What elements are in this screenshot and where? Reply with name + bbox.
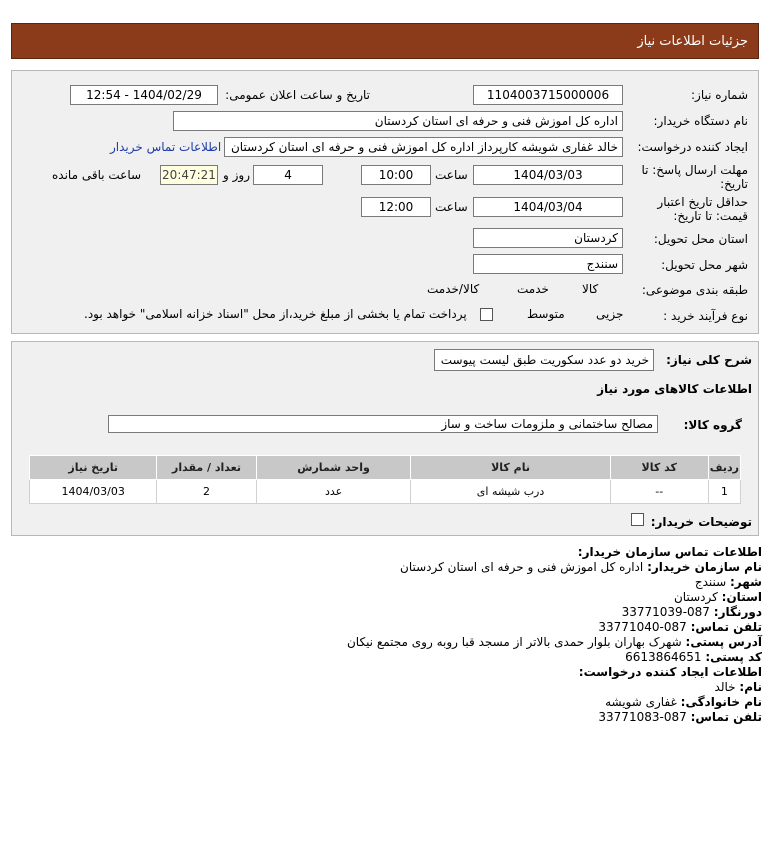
goods-info-heading: اطلاعات کالاهای مورد نیاز [597,382,752,396]
col-header-row-number: ردیف [708,456,740,480]
category-both-label: کالا/خدمت [427,282,480,296]
creator-last-name-line: نام خانوادگی: غفاری شویشه [605,695,762,709]
org-city-value: سنندج [694,575,727,589]
treasury-payment-note: پرداخت تمام یا بخشی از مبلغ خرید،از محل "اسناد خزانه اسلامی" خواهد بود. [84,307,467,321]
deadline-date-field: 1404/03/03 [473,165,623,185]
deadline-label: مهلت ارسال پاسخ: تا [641,163,748,177]
validity-label-2: قیمت: تا تاریخ: [673,209,748,223]
org-postal-line: کد پستی: 6613864651 [625,650,762,664]
creator-phone-value: 087-33771083 [598,710,687,724]
org-postal-value: 6613864651 [625,650,702,664]
validity-time-label: ساعت [435,200,468,214]
org-fax-line: دورنگار: 087-33771039 [621,605,762,619]
deadline-label-2: تاریخ: [720,177,748,191]
deadline-time-field: 10:00 [361,165,431,185]
buyer-field: اداره کل اموزش فنی و حرفه ای استان کردستان [173,111,623,131]
org-address-value: شهرک بهاران بلوار حمدی بالاتر از مسجد قبا روبه روی مجتمع نیکان [346,635,682,649]
validity-date-field: 1404/03/04 [473,197,623,217]
process-medium-label: متوسط [527,307,565,321]
days-remaining-field: 4 [253,165,323,185]
cell-goods-name: درب شیشه ای [411,480,610,504]
province-field: کردستان [473,228,623,248]
announce-field: 1404/02/29 - 12:54 [70,85,218,105]
deadline-time-label: ساعت [435,168,468,182]
remaining-label: ساعت باقی مانده [52,168,142,182]
buyer-label: نام دستگاه خریدار: [653,114,748,128]
city-field: سنندج [473,254,623,274]
org-name-line: نام سازمان خریدار: اداره کل اموزش فنی و حرفه ای استان کردستان [400,560,762,574]
description-label: شرح کلی نیاز: [666,353,752,367]
org-name-value: اداره کل اموزش فنی و حرفه ای استان کردستان [400,560,644,574]
remaining-time-field: 20:47:21 [160,165,218,185]
col-header-need-date: تاریخ نیاز [30,456,157,480]
creator-last-name-value: غفاری شویشه [605,695,677,709]
org-phone-line: تلفن تماس: 087-33771040 [598,620,762,634]
page-title: جزئیات اطلاعات نیاز [637,33,748,49]
category-goods-label: کالا [582,282,599,296]
goods-table [29,455,741,504]
process-label: نوع فرآیند خرید : [663,309,748,323]
creator-first-name-line: نام: خالد [714,680,762,694]
col-header-goods-code: کد کالا [610,456,708,480]
days-label: روز و [223,168,250,182]
page-title-bar [11,23,759,59]
creator-phone-line: تلفن تماس: 087-33771083 [598,710,762,724]
buyer-notes-checkbox[interactable] [631,513,644,526]
cell-unit: عدد [256,480,411,504]
need-number-field: 1104003715000006 [473,85,623,105]
org-phone-value: 087-33771040 [598,620,687,634]
cell-goods-code: -- [610,480,708,504]
goods-group-label: گروه کالا: [683,418,742,432]
buyer-contact-link[interactable]: اطلاعات تماس خریدار [110,140,222,154]
buyer-notes-label: توضیحات خریدار: [650,515,752,529]
creator-first-name-value: خالد [714,680,736,694]
org-contact-heading: اطلاعات تماس سازمان خریدار: [577,545,762,559]
cell-quantity: 2 [157,480,256,504]
org-fax-value: 087-33771039 [621,605,710,619]
city-label: شهر محل تحویل: [661,258,748,272]
creator-label: ایجاد کننده درخواست: [637,140,748,154]
col-header-unit: واحد شمارش [256,456,411,480]
org-province-line: استان: کردستان [673,590,762,604]
description-field: خرید دو عدد سکوریت طبق لیست پیوست [434,349,654,371]
org-province-value: کردستان [673,590,718,604]
need-number-label: شماره نیاز: [691,88,748,102]
table-header-row [30,456,741,480]
cell-row-number: 1 [708,480,740,504]
creator-field: خالد غفاری شویشه کارپرداز اداره کل اموزش فنی و حرفه ای استان کردستان [224,137,623,157]
category-label: طبقه بندی موضوعی: [641,283,748,297]
org-address-line: آدرس پستی: شهرک بهاران بلوار حمدی بالاتر از مسجد قبا روبه روی مجتمع نیکان [346,635,762,649]
treasury-payment-checkbox[interactable] [480,308,493,321]
announce-label: تاریخ و ساعت اعلان عمومی: [225,88,370,102]
table-row [30,480,741,504]
validity-label: حداقل تاریخ اعتبار [657,195,748,209]
province-label: استان محل تحویل: [653,232,748,246]
cell-need-date: 1404/03/03 [30,480,157,504]
process-minor-label: جزیی [596,307,624,321]
org-city-line: شهر: سنندج [694,575,762,589]
col-header-goods-name: نام کالا [411,456,610,480]
validity-time-field: 12:00 [361,197,431,217]
creator-contact-heading: اطلاعات ایجاد کننده درخواست: [578,665,762,679]
goods-group-field: مصالح ساختمانی و ملزومات ساخت و ساز [108,415,658,433]
category-service-label: خدمت [517,282,549,296]
col-header-quantity: تعداد / مقدار [157,456,256,480]
